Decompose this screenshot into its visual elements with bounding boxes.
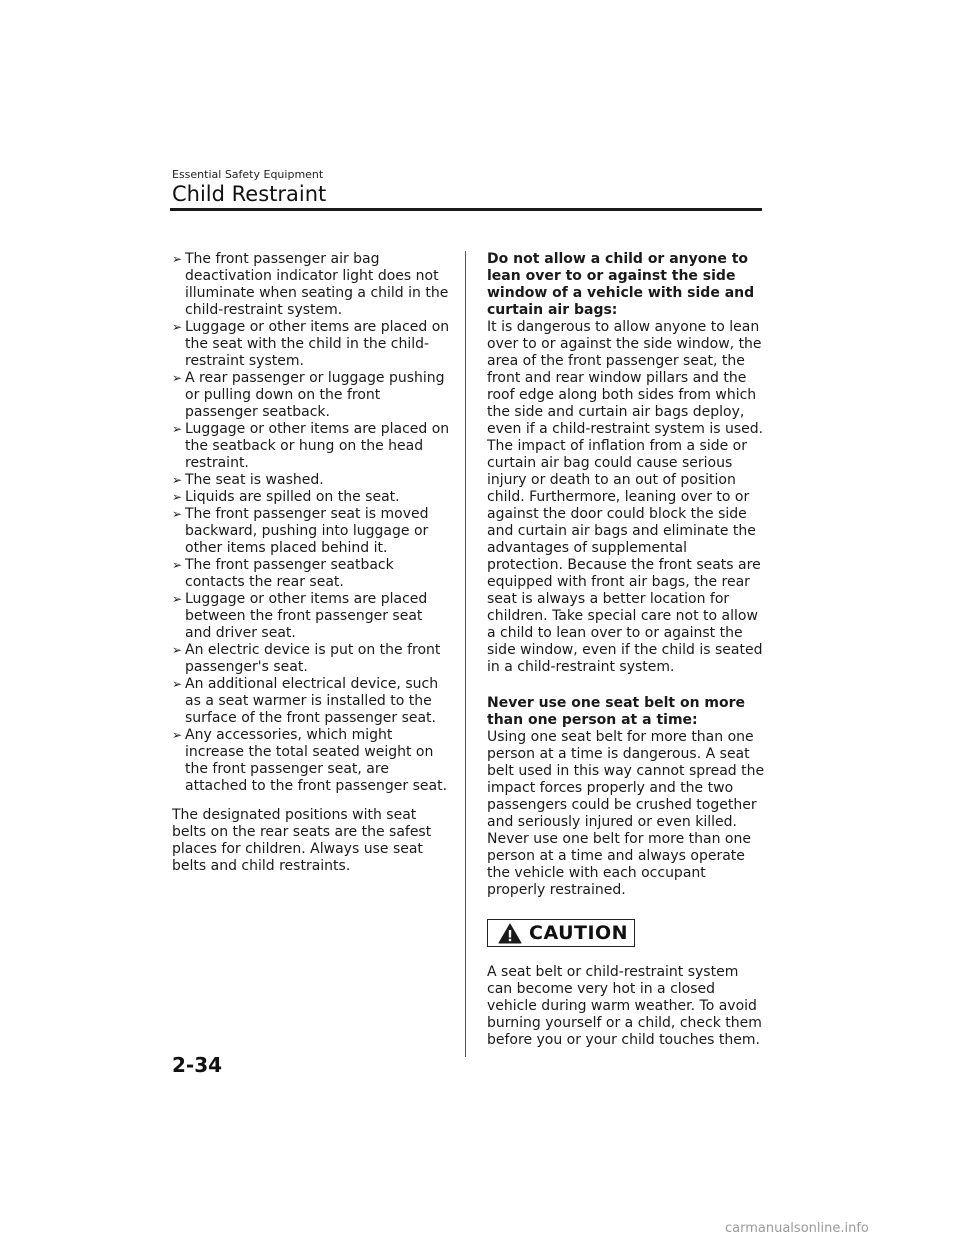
bullet-text: An additional electrical device, such as a seat warmer is installed to the surface of the front passenger seat. xyxy=(185,676,439,726)
warning-triangle-icon xyxy=(498,923,522,944)
bullet-text: Luggage or other items are placed between the front passenger seat and driver seat. xyxy=(185,591,428,641)
bullet-arrow-icon: ➢ xyxy=(172,490,183,504)
bullet-text: Luggage or other items are placed on the seat with the child in the child-restraint system. xyxy=(185,319,450,369)
bullet-item xyxy=(172,727,450,795)
bullet-item xyxy=(172,472,450,489)
header-rule xyxy=(170,208,762,211)
bullet-arrow-icon: ➢ xyxy=(172,473,183,487)
bullet-arrow-icon: ➢ xyxy=(172,507,183,521)
bullet-text: Liquids are spilled on the seat. xyxy=(185,489,400,505)
warning-body: Using one seat belt for more than one person at a time is dangerous. A seat belt used in this way cannot spread the impact forces properly and the two passengers could be crushed together and seriously injured or even killed. Never use one belt for more than one person at a time and always operate the vehicle with each occupant properly restrained. xyxy=(487,729,765,898)
bullet-text: An electric device is put on the front passenger's seat. xyxy=(185,642,441,675)
bullet-item xyxy=(172,319,450,370)
bullet-arrow-icon: ➢ xyxy=(172,371,183,385)
page-title: Child Restraint xyxy=(172,182,327,206)
bullet-item xyxy=(172,421,450,472)
warning-body: It is dangerous to allow anyone to lean over to or against the side window, the area of the front passenger seat, the front and rear window pillars and the roof edge along both sides from which the side and curtain air bags deploy, even if a child-restraint system is used. The impact of inflation from a side or curtain air bag could cause serious injury or death to an out of position child. Furthermore, leaning over to or against the door could block the side and curtain air bags and eliminate the advantages of supplemental protection. Because the front seats are equipped with front air bags, the rear seat is always a better location for children. Take special care not to allow a child to lean over to or against the side window, even if the child is seated in a child-restraint system. xyxy=(487,319,764,675)
left-column xyxy=(172,251,450,875)
caution-label: CAUTION xyxy=(529,921,629,944)
bullet-arrow-icon: ➢ xyxy=(172,728,183,742)
designated-positions-paragraph: The designated positions with seat belts on the rear seats are the safest places for children. Always use seat belts and child restraints. xyxy=(172,807,432,874)
bullet-arrow-icon: ➢ xyxy=(172,592,183,606)
warning-heading: Never use one seat belt on more than one person at a time: xyxy=(487,695,746,728)
bullet-text: The front passenger seatback contacts the rear seat. xyxy=(185,557,394,590)
bullet-arrow-icon: ➢ xyxy=(172,677,183,691)
bullet-arrow-icon: ➢ xyxy=(172,252,183,266)
page-header xyxy=(172,168,762,207)
caution-banner-wrap xyxy=(487,919,765,949)
right-column xyxy=(487,251,765,1049)
bullet-arrow-icon: ➢ xyxy=(172,558,183,572)
warning-heading: Do not allow a child or anyone to lean over to or against the side window of a vehicle with side and curtain air bags: xyxy=(487,251,755,318)
bullet-item xyxy=(172,557,450,591)
bullet-item xyxy=(172,370,450,421)
column-divider xyxy=(465,251,466,1057)
bullet-arrow-icon: ➢ xyxy=(172,422,183,436)
warning-block-one-belt xyxy=(487,695,765,899)
caution-body: A seat belt or child-restraint system can become very hot in a closed vehicle during warm weather. To avoid burning yourself or a child, check them before you or your child touches them. xyxy=(487,963,762,1048)
bullet-text: The seat is washed. xyxy=(185,472,324,488)
bullet-item xyxy=(172,506,450,557)
bullet-text: A rear passenger or luggage pushing or pulling down on the front passenger seatback. xyxy=(185,370,445,420)
bullet-text: The front passenger seat is moved backward, pushing into luggage or other items placed behind it. xyxy=(185,506,429,556)
bullet-text: Luggage or other items are placed on the seatback or hung on the head restraint. xyxy=(185,421,450,471)
warning-block-side-window xyxy=(487,251,765,676)
section-label: Essential Safety Equipment xyxy=(172,168,324,181)
bullet-item xyxy=(172,251,450,319)
watermark: carmanualsonline.info xyxy=(725,1221,869,1236)
bullet-list xyxy=(172,251,450,795)
bullet-arrow-icon: ➢ xyxy=(172,320,183,334)
caution-banner xyxy=(487,919,635,947)
bullet-text: Any accessories, which might increase the total seated weight on the front passenger seat, are attached to the front passenger seat. xyxy=(185,727,448,794)
bullet-item xyxy=(172,591,450,642)
bullet-item xyxy=(172,642,450,676)
bullet-item xyxy=(172,489,450,506)
bullet-arrow-icon: ➢ xyxy=(172,643,183,657)
bullet-item xyxy=(172,676,450,727)
page-number: 2-34 xyxy=(172,1053,223,1077)
bullet-text: The front passenger air bag deactivation indicator light does not illuminate when seating a child in the child-restraint system. xyxy=(185,251,449,318)
